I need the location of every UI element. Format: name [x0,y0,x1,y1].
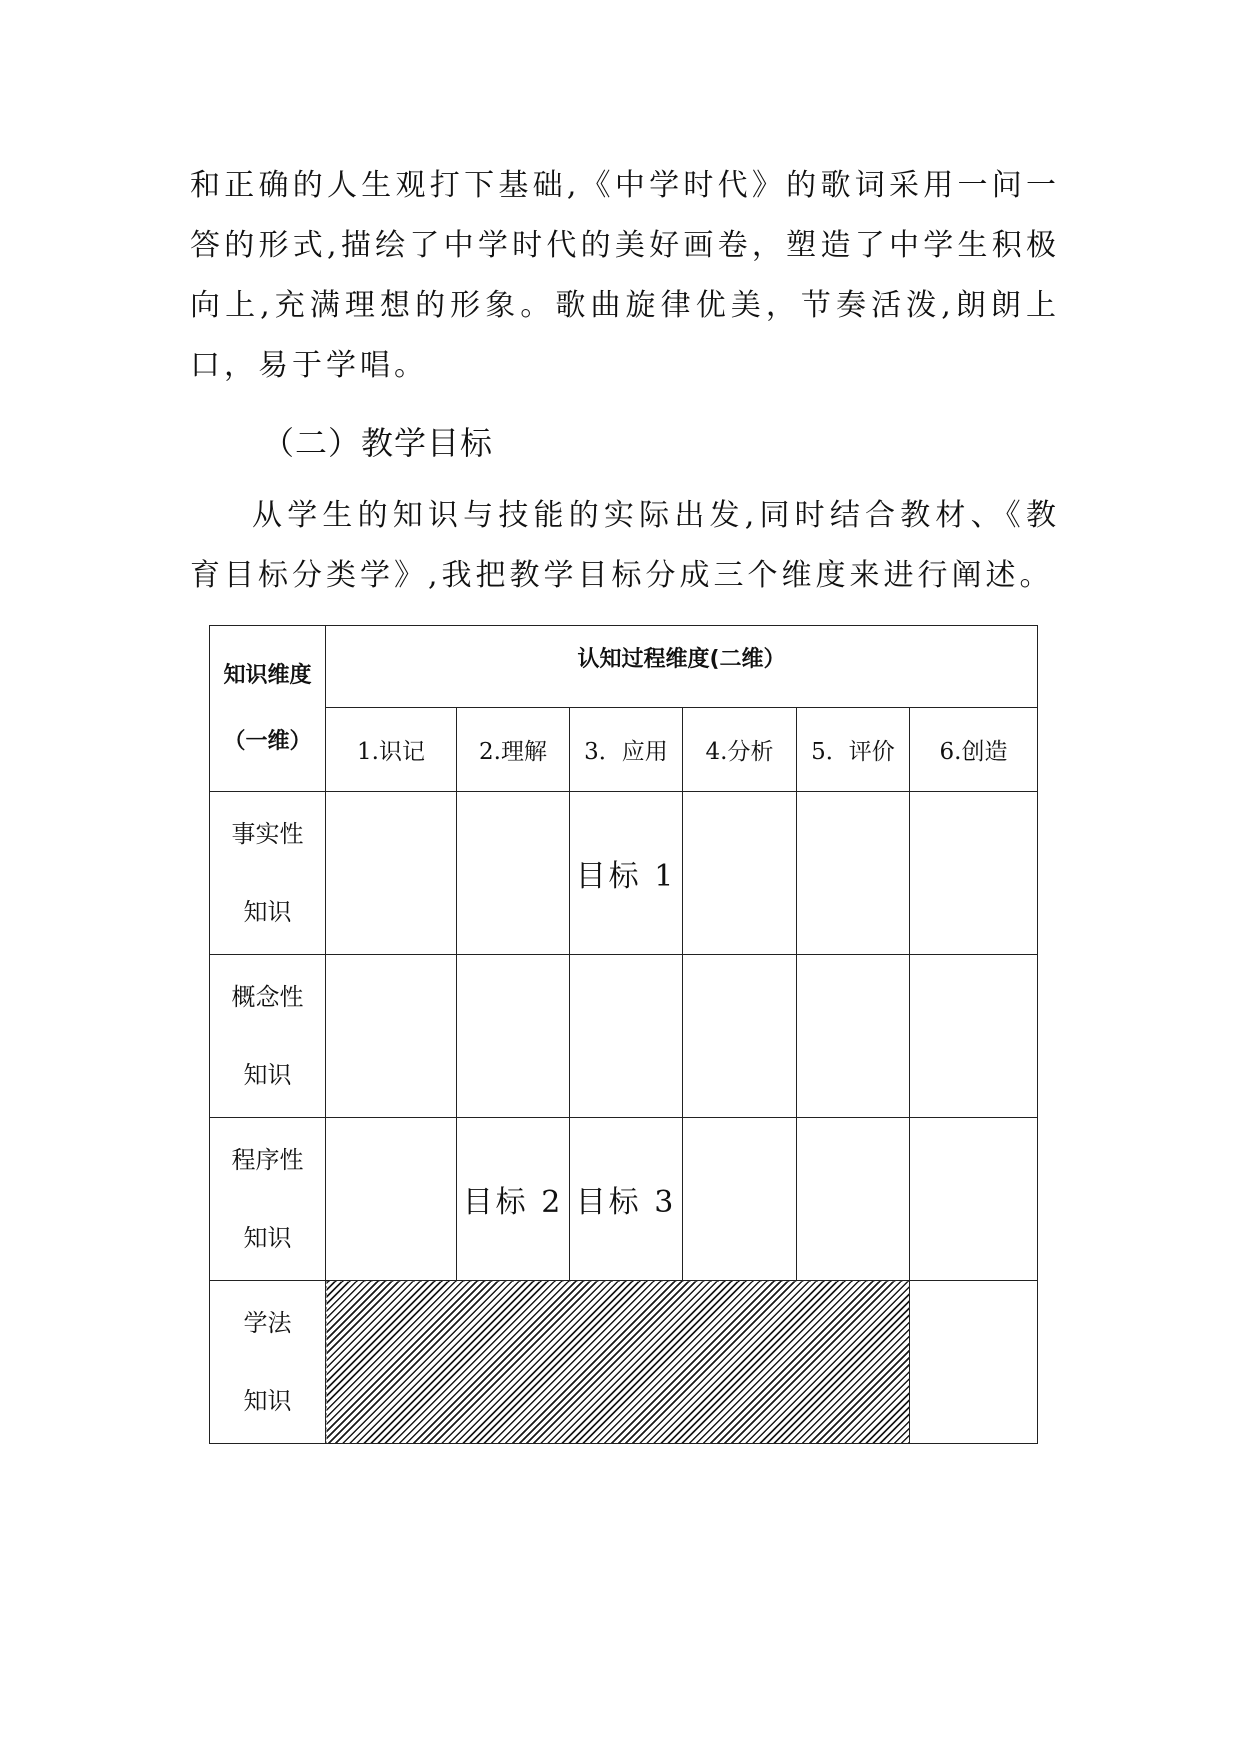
hatched-not-applicable-cell [326,1281,910,1444]
row-label-line2: 知识 [243,1061,292,1089]
table-cell [683,792,797,955]
row-label-line2: 知识 [243,898,292,926]
table-cell [683,1118,797,1281]
knowledge-dimension-header [210,626,326,792]
level-create: 6.创造 [910,708,1038,792]
objectives-paragraph: 从学生的知识与技能的实际出发,同时结合教材、《教育目标分类学》,我把教学目标分成三个维度来进行阐述。 [190,498,1060,593]
table-cell [910,1118,1038,1281]
table-row-study-methods [210,1281,1038,1444]
knowledge-dimension-header-line1: 知识维度 [223,662,312,688]
row-label-procedural [210,1118,326,1281]
row-label-line1: 概念性 [231,983,304,1011]
table-row-factual [210,792,1038,955]
goal-2-cell: 目标 2 [457,1118,570,1281]
level-understand: 2.理解 [457,708,570,792]
cognitive-levels-row [210,708,1038,792]
teaching-goals-table [209,625,1038,1444]
row-label-line2: 知识 [243,1224,292,1252]
row-label-line1: 事实性 [231,820,304,848]
row-label-factual [210,792,326,955]
section-heading: （二）教学目标 [262,424,494,462]
row-label-study-methods [210,1281,326,1444]
table-row-conceptual [210,955,1038,1118]
table-cell [797,792,910,955]
table-cell [797,1118,910,1281]
table-cell [910,955,1038,1118]
row-label-conceptual [210,955,326,1118]
row-label-line2: 知识 [243,1387,292,1415]
level-apply: 3．应用 [570,708,683,792]
goal-1-cell: 目标 1 [570,792,683,955]
table-cell [326,955,457,1118]
knowledge-dimension-header-line2: （一维） [223,728,312,754]
level-analyze: 4.分析 [683,708,797,792]
goal-3-cell: 目标 3 [570,1118,683,1281]
table-header-row [210,626,1038,708]
table-cell [797,955,910,1118]
table-cell [683,955,797,1118]
table-cell [326,792,457,955]
intro-paragraph: 和正确的人生观打下基础,《中学时代》的歌词采用一问一答的形式,描绘了中学时代的美好画卷，塑造了中学生积极向上,充满理想的形象。歌曲旋律优美，节奏活泼,朗朗上口，易于学唱。 [190,168,1060,383]
table-cell [326,1118,457,1281]
table-cell [457,955,570,1118]
level-evaluate: 5．评价 [797,708,910,792]
table-cell [910,792,1038,955]
cognitive-dimension-header: 认知过程维度(二维） [326,626,1038,708]
table-cell [570,955,683,1118]
table-row-procedural [210,1118,1038,1281]
level-remember: 1.识记 [326,708,457,792]
table-cell [910,1281,1038,1444]
table-cell [457,792,570,955]
row-label-line1: 程序性 [231,1146,304,1174]
row-label-line1: 学法 [243,1309,292,1337]
